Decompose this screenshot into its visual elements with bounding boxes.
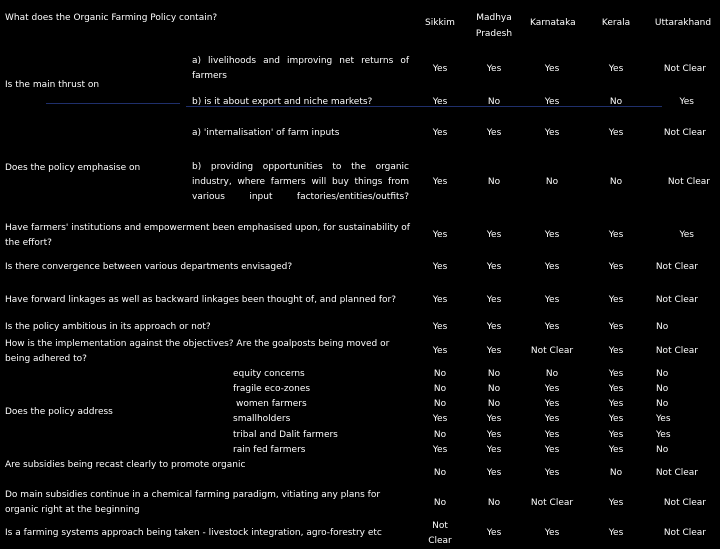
- cell-value: Yes: [432, 177, 448, 187]
- cell-value: Not Clear: [530, 346, 574, 356]
- cell-value: Not Clear: [667, 177, 710, 187]
- cell-value: Yes: [608, 369, 624, 379]
- row-label: equity concerns: [233, 369, 305, 379]
- cell-value: No: [433, 468, 447, 478]
- row-label: smallholders: [233, 414, 291, 424]
- cell-value: Yes: [544, 414, 560, 424]
- cell-value: Yes: [544, 262, 560, 272]
- cell-value: Yes: [544, 322, 560, 332]
- cell-value: Yes: [608, 528, 624, 538]
- cell-value: Yes: [432, 322, 448, 332]
- cell-value: No: [487, 97, 501, 107]
- cell-value: Not Clear: [655, 346, 698, 356]
- cell-value: No: [656, 399, 669, 409]
- cell-value: No: [487, 369, 501, 379]
- row-label: Is a farming systems approach being taken - livestock integration, agro-forestry etc: [5, 528, 382, 538]
- cell-value: Yes: [608, 128, 624, 138]
- cell-value: No: [487, 498, 501, 508]
- cell-value: Yes: [486, 468, 502, 478]
- cell-value: Not Clear: [530, 498, 574, 508]
- cell-value: Yes: [432, 445, 448, 455]
- cell-value: Yes: [432, 414, 448, 424]
- cell-value: Not Clear: [428, 521, 452, 546]
- row-label: How is the implementation against the objectives? Are the goalposts being moved or being adhered to?: [5, 339, 390, 364]
- cell-value: Yes: [486, 430, 502, 440]
- cell-value: Yes: [486, 230, 502, 240]
- cell-value: Yes: [679, 97, 694, 107]
- row-label: Have forward linkages as well as backward linkages been thought of, and planned for?: [5, 295, 396, 305]
- cell-value: Yes: [486, 346, 502, 356]
- row-label: a) 'internalisation' of farm inputs: [192, 128, 340, 138]
- cell-value: Yes: [432, 346, 448, 356]
- cell-value: Not Clear: [663, 128, 706, 138]
- cell-value: Not Clear: [655, 468, 698, 478]
- cell-value: No: [609, 177, 623, 187]
- cell-value: Yes: [432, 295, 448, 305]
- cell-value: Yes: [544, 528, 560, 538]
- cell-value: Yes: [544, 230, 560, 240]
- cell-value: Yes: [486, 414, 502, 424]
- cell-value: No: [656, 369, 669, 379]
- cell-value: Yes: [608, 430, 624, 440]
- table-title: What does the Organic Farming Policy contain?: [5, 13, 218, 23]
- state-header-madhya-pradesh: Madhya Pradesh: [475, 13, 513, 39]
- cell-value: Not Clear: [655, 262, 698, 272]
- cell-value: Yes: [544, 384, 560, 394]
- cell-value: No: [433, 430, 447, 440]
- cell-value: Yes: [679, 230, 694, 240]
- cell-value: Not Clear: [663, 498, 706, 508]
- row-label: rain fed farmers: [233, 445, 306, 455]
- row-label: Do main subsidies continue in a chemical farming paradigm, vitiating any plans for organic right at the beginning: [5, 490, 381, 515]
- cell-value: Yes: [544, 128, 560, 138]
- cell-value: Yes: [432, 97, 448, 107]
- cell-value: No: [433, 498, 447, 508]
- row-label: women farmers: [236, 399, 307, 409]
- cell-value: Not Clear: [655, 295, 698, 305]
- state-header-kerala: Kerala: [601, 18, 631, 28]
- row-label: tribal and Dalit farmers: [233, 430, 338, 440]
- row-label: b) providing opportunities to the organic industry, where farmers will buy things from various input factories/entities/outfits?: [192, 162, 409, 202]
- cell-value: Yes: [486, 322, 502, 332]
- cell-value: Yes: [544, 468, 560, 478]
- cell-value: Yes: [608, 64, 624, 74]
- cell-value: Yes: [544, 97, 560, 107]
- cell-value: Yes: [432, 64, 448, 74]
- cell-value: Yes: [486, 295, 502, 305]
- row-label: Is there convergence between various departments envisaged?: [5, 262, 293, 272]
- cell-value: Yes: [608, 262, 624, 272]
- cell-value: No: [609, 97, 623, 107]
- cell-value: Yes: [432, 262, 448, 272]
- row-label: fragile eco-zones: [233, 384, 311, 394]
- group-label-address: Does the policy address: [5, 407, 113, 417]
- cell-value: Yes: [544, 399, 560, 409]
- cell-value: Yes: [608, 445, 624, 455]
- cell-value: No: [487, 384, 501, 394]
- cell-value: Yes: [486, 262, 502, 272]
- cell-value: No: [656, 322, 669, 332]
- group-label-thrust: Is the main thrust on: [5, 80, 100, 90]
- cell-value: No: [487, 177, 501, 187]
- cell-value: No: [609, 468, 623, 478]
- cell-value: Yes: [608, 399, 624, 409]
- cell-value: No: [487, 399, 501, 409]
- cell-value: Yes: [608, 346, 624, 356]
- cell-value: Yes: [656, 414, 671, 424]
- row-label: a) livelihoods and improving net returns of farmers: [192, 56, 409, 81]
- cell-value: Yes: [608, 384, 624, 394]
- cell-value: No: [433, 399, 447, 409]
- cell-value: No: [433, 384, 447, 394]
- cell-value: Yes: [656, 430, 671, 440]
- cell-value: Yes: [486, 528, 502, 538]
- cell-value: Yes: [608, 322, 624, 332]
- cell-value: No: [656, 445, 669, 455]
- cell-value: Yes: [608, 230, 624, 240]
- cell-value: Yes: [608, 498, 624, 508]
- cell-value: No: [656, 384, 669, 394]
- cell-value: Yes: [486, 128, 502, 138]
- cell-value: Yes: [432, 230, 448, 240]
- cell-value: Yes: [544, 445, 560, 455]
- state-header-sikkim: Sikkim: [425, 18, 455, 28]
- cell-value: Yes: [486, 445, 502, 455]
- row-label: Are subsidies being recast clearly to promote organic: [5, 460, 246, 470]
- row-divider: [46, 103, 180, 104]
- cell-value: Not Clear: [663, 64, 706, 74]
- cell-value: Not Clear: [663, 528, 706, 538]
- state-header-karnataka: Karnataka: [530, 18, 576, 28]
- row-label: b) is it about export and niche markets?: [192, 97, 373, 107]
- cell-value: Yes: [544, 430, 560, 440]
- cell-value: Yes: [544, 64, 560, 74]
- row-label: Is the policy ambitious in its approach or not?: [5, 322, 211, 332]
- cell-value: Yes: [608, 414, 624, 424]
- cell-value: No: [545, 369, 559, 379]
- row-label: Have farmers' institutions and empowerment been emphasised upon, for sustainability of the effort?: [5, 223, 410, 248]
- cell-value: Yes: [608, 295, 624, 305]
- cell-value: No: [545, 177, 559, 187]
- cell-value: Yes: [486, 64, 502, 74]
- cell-value: Yes: [544, 295, 560, 305]
- group-label-emphasis: Does the policy emphasise on: [5, 163, 141, 173]
- cell-value: No: [433, 369, 447, 379]
- state-header-uttarakhand: Uttarakhand: [654, 18, 712, 28]
- cell-value: Yes: [432, 128, 448, 138]
